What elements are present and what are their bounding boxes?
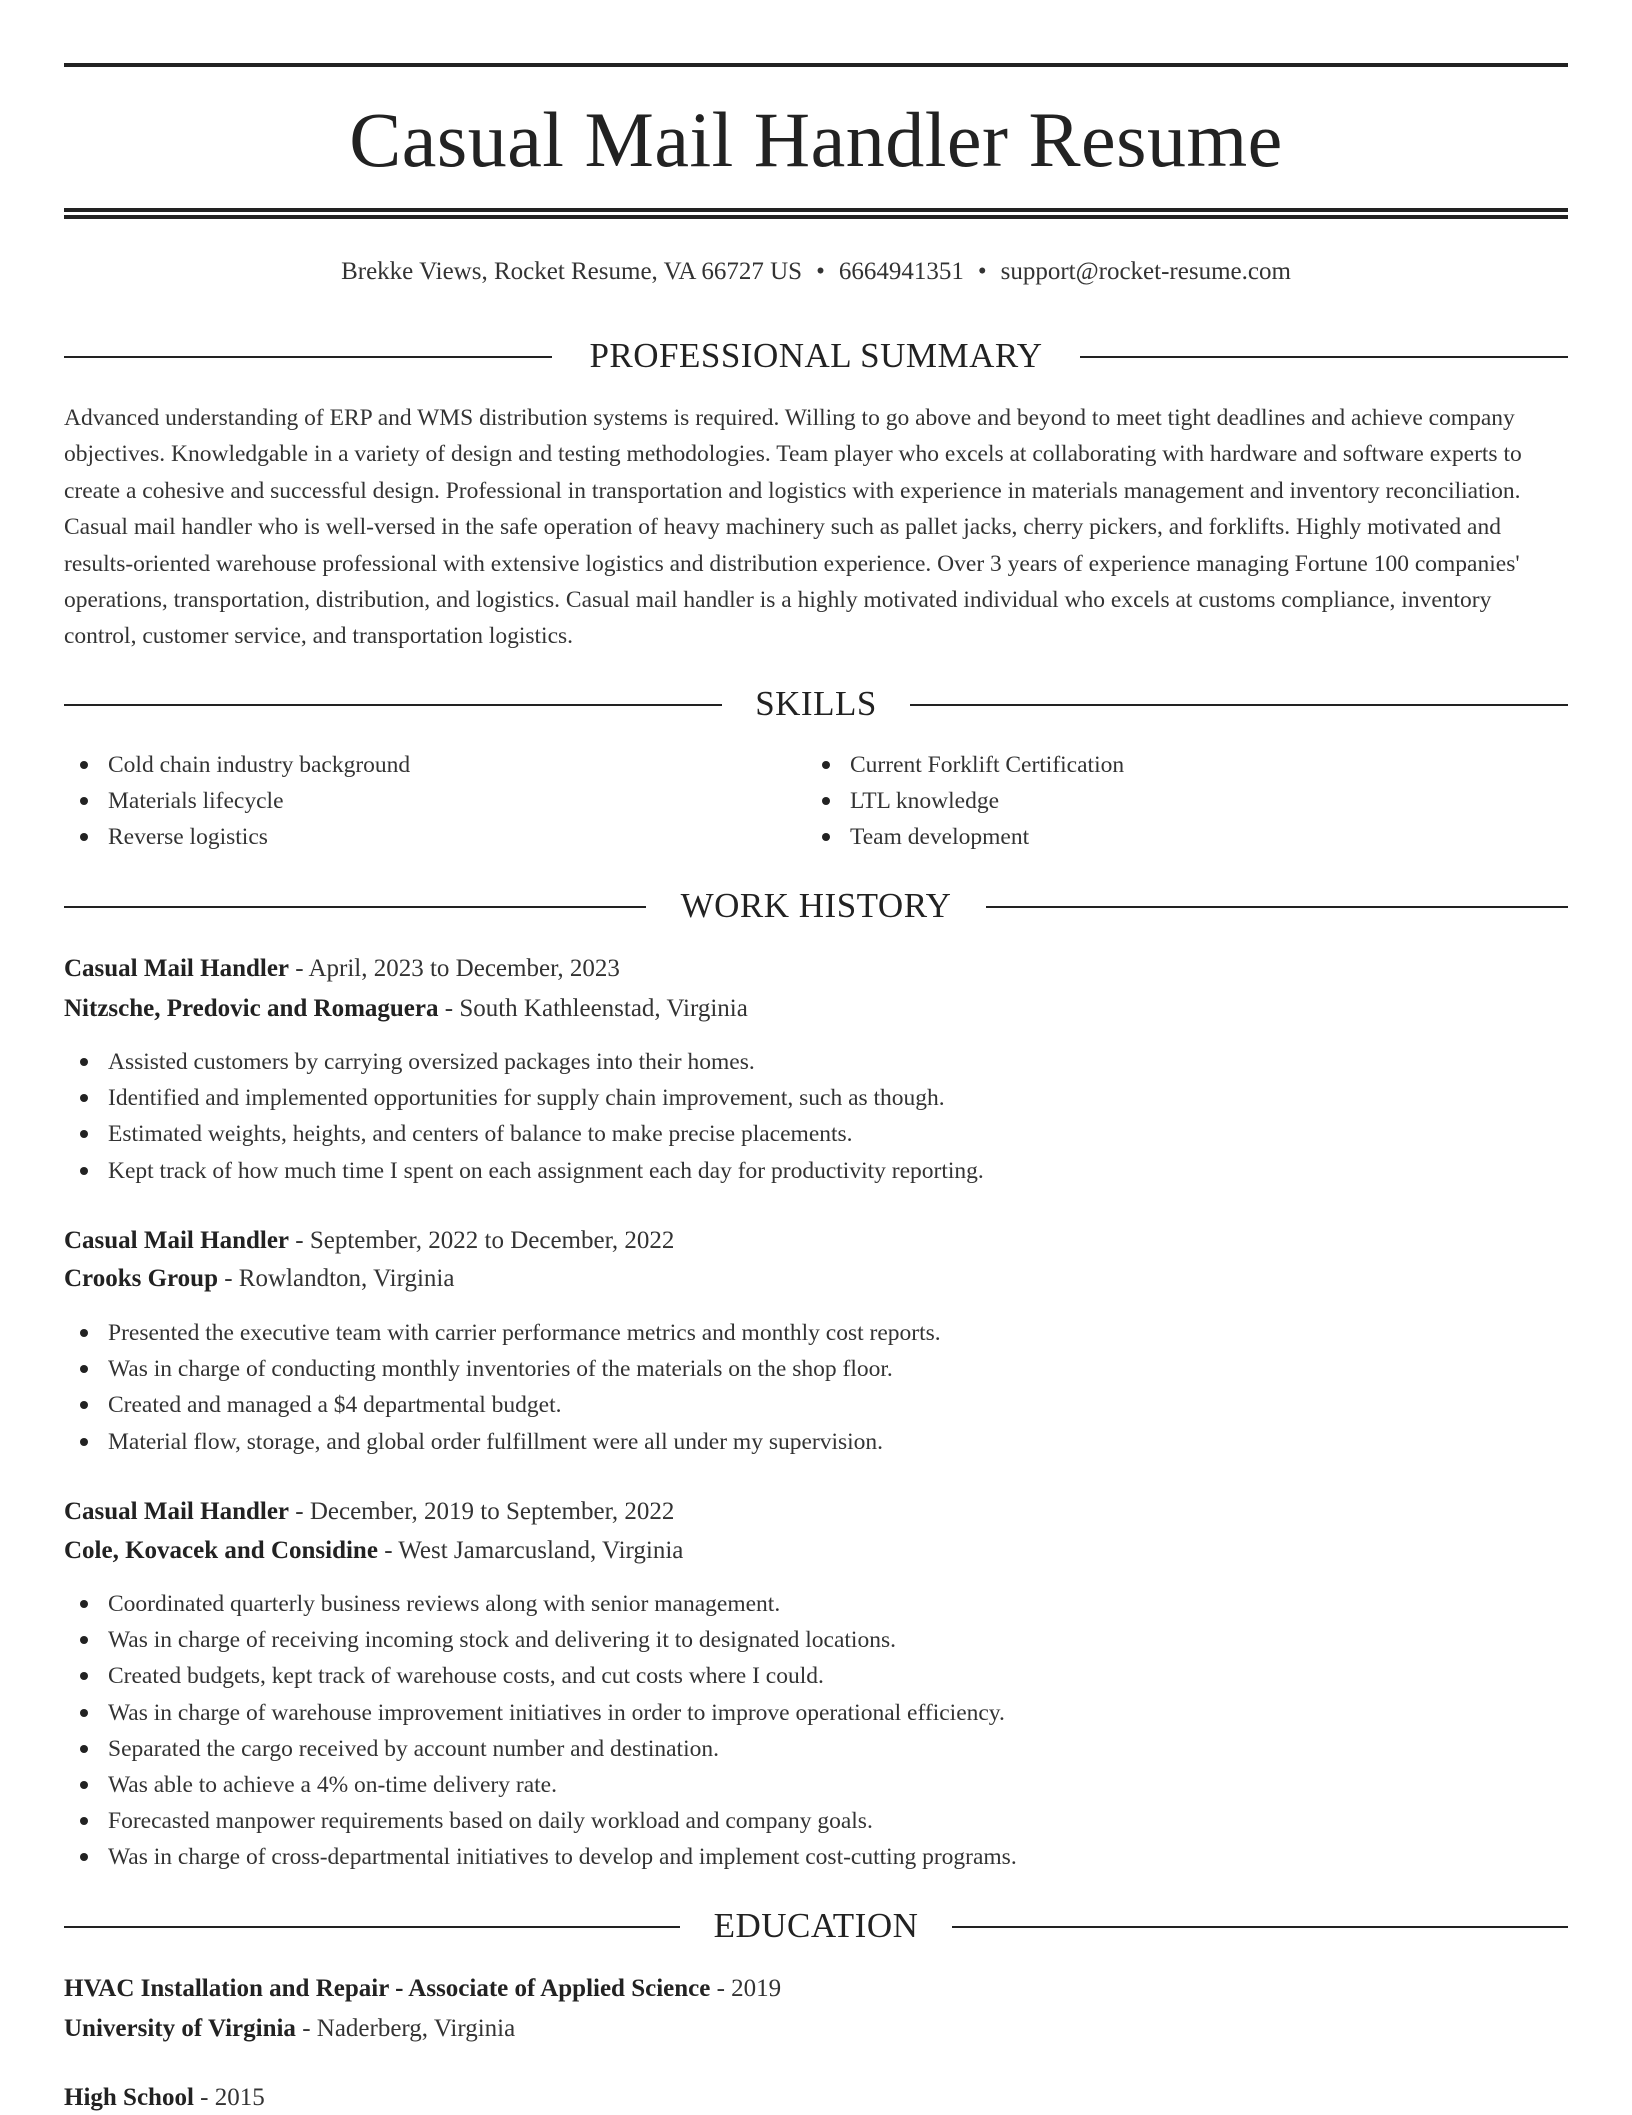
section-title-work: WORK HISTORY (680, 886, 952, 925)
job-bullet: Was able to achieve a 4% on-time delivery rate. (64, 1767, 1568, 1803)
job-bullet: Kept track of how much time I spent on each assignment each day for productivity reporting. (64, 1153, 1568, 1189)
job-title: Casual Mail Handler (64, 955, 290, 982)
job-bullet: Was in charge of receiving incoming stock and delivering it to designated locations. (64, 1622, 1568, 1658)
job-bullet: Created and managed a $4 departmental budget. (64, 1387, 1568, 1423)
job-bullet-list (64, 1586, 1568, 1876)
section-title-summary: PROFESSIONAL SUMMARY (589, 336, 1043, 375)
job-dates: - April, 2023 to December, 2023 (289, 955, 620, 982)
education-location: - Naderberg, Virginia (295, 2015, 516, 2042)
job-company: Crooks Group (64, 1265, 218, 1292)
job-bullet: Presented the executive team with carrier performance metrics and monthly cost reports. (64, 1315, 1568, 1351)
contact-line (64, 255, 1568, 289)
job-bullet: Created budgets, kept track of warehouse costs, and cut costs where I could. (64, 1658, 1568, 1694)
skill-item: Cold chain industry background (64, 747, 764, 783)
job-location: - West Jamarcusland, Virginia (377, 1537, 684, 1564)
job-title-line (64, 952, 1568, 986)
job-title-line (64, 1224, 1568, 1258)
job-dates: - December, 2019 to September, 2022 (289, 1498, 675, 1525)
job-bullet: Separated the cargo received by account number and destination. (64, 1731, 1568, 1767)
contact-email: support@rocket-resume.com (1000, 258, 1291, 285)
job-bullet: Material flow, storage, and global order fulfillment were all under my supervision. (64, 1424, 1568, 1460)
job-title: Casual Mail Handler (64, 1498, 290, 1525)
section-title-education: EDUCATION (713, 1906, 919, 1945)
job-location: - Rowlandton, Virginia (217, 1265, 455, 1292)
contact-phone: 6664941351 (838, 258, 964, 285)
education-year: - 2015 (193, 2084, 265, 2111)
skill-item: LTL knowledge (806, 783, 1506, 819)
summary-paragraph: Advanced understanding of ERP and WMS distribution systems is required. Willing to go above and beyond to meet tight deadlines and achieve company objectives. Knowledgable in a variety of design and testing methodologies. Team player who excels at collaborating with hardware and software experts to create a cohesive and successful design. Professional in transportation and logistics with experience in materials management and inventory reconciliation. Casual mail handler who is well-versed in the safe operation of heavy machinery such as pallet jacks, cherry pickers, and forklifts. Highly motivated and results-oriented warehouse professional with extensive logistics and distribution experience. Over 3 years of experience managing Fortune 100 companies' operations, transportation, distribution, and logistics. Casual mail handler is a highly motivated individual who excels at customs compliance, inventory control, customer service, and transportation logistics. (64, 405, 1522, 650)
section-header-summary (64, 336, 1568, 376)
contact-address: Brekke Views, Rocket Resume, VA 66727 US (341, 258, 803, 285)
job-bullet: Identified and implemented opportunities for supply chain improvement, such as though. (64, 1080, 1568, 1116)
section-header-education (64, 1906, 1568, 1946)
job-company: Nitzsche, Predovic and Romaguera (64, 995, 439, 1022)
section-title-skills: SKILLS (755, 684, 877, 723)
job-bullet: Was in charge of cross-departmental initiatives to develop and implement cost-cutting programs. (64, 1839, 1568, 1875)
education-school-line (64, 2012, 1568, 2046)
job-bullet-list (64, 1044, 1568, 1189)
skill-item: Reverse logistics (64, 819, 764, 855)
contact-separator: • (816, 258, 825, 285)
skill-item: Materials lifecycle (64, 783, 764, 819)
job-company-line (64, 992, 1568, 1026)
job-bullet: Coordinated quarterly business reviews along with senior management. (64, 1586, 1568, 1622)
job-company: Cole, Kovacek and Considine (64, 1537, 378, 1564)
job-location: - South Kathleenstad, Virginia (438, 995, 748, 1022)
job-company-line (64, 1534, 1568, 1568)
education-degree: High School (64, 2084, 194, 2111)
section-header-skills (64, 684, 1568, 724)
job-company-line (64, 1262, 1568, 1296)
resume-title: Casual Mail Handler Resume (349, 96, 1283, 183)
job-bullet-list (64, 1315, 1568, 1460)
job-bullet: Forecasted manpower requirements based on daily workload and company goals. (64, 1803, 1568, 1839)
header-double-rule-upper (64, 208, 1568, 212)
job-title: Casual Mail Handler (64, 1227, 290, 1254)
skill-item: Team development (806, 819, 1506, 855)
education-degree-line (64, 2081, 1568, 2115)
job-bullet: Was in charge of warehouse improvement initiatives in order to improve operational efficiency. (64, 1695, 1568, 1731)
job-bullet: Was in charge of conducting monthly inventories of the materials on the shop floor. (64, 1351, 1568, 1387)
education-degree-line (64, 1972, 1568, 2006)
contact-separator: • (977, 258, 987, 285)
skills-list-left (64, 747, 764, 855)
skill-item: Current Forklift Certification (806, 747, 1506, 783)
job-title-line (64, 1495, 1568, 1529)
header-double-rule-lower (64, 215, 1568, 219)
education-degree: HVAC Installation and Repair - Associate of Applied Science (64, 1975, 711, 2002)
section-header-work (64, 886, 1568, 926)
job-bullet: Estimated weights, heights, and centers of balance to make precise placements. (64, 1116, 1568, 1152)
skills-list-right (806, 747, 1506, 855)
education-school: University of Virginia (64, 2015, 296, 2042)
header-top-rule (64, 63, 1568, 67)
job-dates: - September, 2022 to December, 2022 (289, 1227, 675, 1254)
job-bullet: Assisted customers by carrying oversized packages into their homes. (64, 1044, 1568, 1080)
education-year: - 2019 (710, 1975, 782, 2002)
